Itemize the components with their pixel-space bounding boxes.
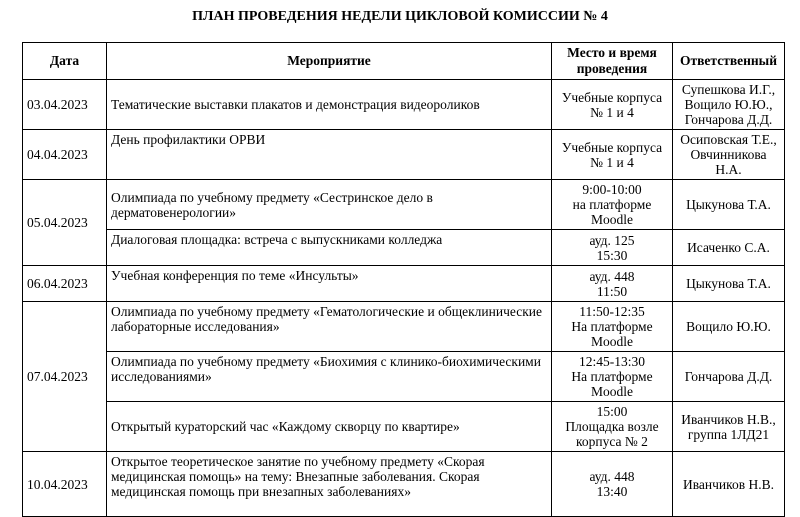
place-cell: [552, 452, 673, 517]
event-cell: День профилактики ОРВИ: [107, 130, 552, 180]
table-row: [23, 452, 785, 517]
event-cell: Открытое теоретическое занятие по учебному предмету «Скорая медицинская помощь» на тему: Внезапные заболевания. Скорая медицинская помощь при внезапных заболеваниях»: [107, 452, 552, 517]
place-line: Moodle: [591, 384, 633, 399]
place-line: Площадка возле: [565, 419, 659, 434]
table-row: [23, 352, 785, 402]
place-line: 12:45-13:30: [579, 354, 645, 369]
place-cell: [552, 130, 673, 180]
place-line: ауд. 448: [589, 469, 635, 484]
header-resp: Ответственный: [673, 43, 785, 80]
place-line: № 1 и 4: [590, 154, 634, 170]
responsible-line: Осиповская Т.Е.,: [680, 132, 777, 147]
responsible-cell: Цыкунова Т.А.: [673, 180, 785, 230]
date-cell: 10.04.2023: [23, 452, 107, 517]
date-cell: 06.04.2023: [23, 266, 107, 302]
event-cell: Учебная конференция по теме «Инсульты»: [107, 266, 552, 302]
date-cell: 07.04.2023: [23, 302, 107, 452]
responsible-line: Овчинникова Н.А.: [690, 147, 767, 177]
schedule-table: [22, 42, 785, 517]
responsible-line: Гончарова Д.Д.: [684, 112, 773, 127]
place-line: 15:00: [596, 404, 628, 419]
header-event: Мероприятие: [107, 43, 552, 80]
place-line: № 1 и 4: [590, 104, 634, 120]
place-line: Moodle: [591, 334, 633, 349]
table-row: [23, 230, 785, 266]
table-row: [23, 180, 785, 230]
place-line: ауд. 448: [589, 268, 635, 284]
place-cell: [552, 180, 673, 230]
event-cell: Открытый кураторский час «Каждому скворцу по квартире»: [107, 402, 552, 452]
place-line: ауд. 125: [589, 232, 635, 248]
responsible-cell: Иванчиков Н.В.: [673, 452, 785, 517]
place-line: 13:40: [596, 484, 628, 499]
header-date: Дата: [23, 43, 107, 80]
header-place-line-2: проведения: [576, 61, 648, 76]
place-line: На платформе: [571, 319, 653, 334]
event-cell: Диалоговая площадка: встреча с выпускниками колледжа: [107, 230, 552, 266]
responsible-cell: Исаченко С.А.: [673, 230, 785, 266]
page-title: ПЛАН ПРОВЕДЕНИЯ НЕДЕЛИ ЦИКЛОВОЙ КОМИССИИ № 4: [192, 9, 608, 24]
place-cell: [552, 302, 673, 352]
table-row: [23, 302, 785, 352]
date-cell: 04.04.2023: [23, 130, 107, 180]
place-cell: [552, 80, 673, 130]
header-row: [23, 43, 785, 80]
place-line: 11:50-12:35: [579, 304, 645, 319]
responsible-line: Вощило Ю.Ю.,: [684, 97, 773, 112]
place-cell: [552, 352, 673, 402]
responsible-line: группа 1ЛД21: [687, 426, 770, 442]
event-cell: Олимпиада по учебному предмету «Сестринское дело в дерматовенерологии»: [107, 180, 552, 230]
place-line: Moodle: [591, 212, 633, 227]
responsible-cell: Вощило Ю.Ю.: [673, 302, 785, 352]
responsible-line: Супешкова И.Г.,: [681, 82, 776, 97]
event-cell: Олимпиада по учебному предмету «Гематологические и общеклинические лабораторные исследования»: [107, 302, 552, 352]
place-line: на платформе: [572, 197, 652, 212]
responsible-cell: Гончарова Д.Д.: [673, 352, 785, 402]
responsible-cell: [673, 130, 785, 180]
place-line: корпуса № 2: [576, 434, 648, 449]
event-cell: Олимпиада по учебному предмету «Биохимия с клинико-биохимическими исследованиями»: [107, 352, 552, 402]
header-place-line-1: Место и время: [567, 45, 657, 60]
table-row: [23, 80, 785, 130]
responsible-line: Иванчиков Н.В.,: [681, 411, 776, 427]
place-cell: [552, 230, 673, 266]
table-row: [23, 266, 785, 302]
date-cell: 05.04.2023: [23, 180, 107, 266]
header-place: [552, 43, 673, 80]
table-row: [23, 130, 785, 180]
place-line: Учебные корпуса: [561, 89, 663, 105]
table-row: [23, 402, 785, 452]
event-cell: Тематические выставки плакатов и демонстрация видеороликов: [107, 80, 552, 130]
date-cell: 03.04.2023: [23, 80, 107, 130]
place-line: 11:50: [596, 283, 628, 299]
place-cell: [552, 266, 673, 302]
place-cell: [552, 402, 673, 452]
place-line: 15:30: [596, 247, 628, 263]
place-line: 9:00-10:00: [582, 182, 642, 197]
responsible-cell: Цыкунова Т.А.: [673, 266, 785, 302]
responsible-cell: [673, 402, 785, 452]
place-line: Учебные корпуса: [561, 139, 663, 155]
place-line: На платформе: [571, 369, 653, 384]
responsible-cell: [673, 80, 785, 130]
